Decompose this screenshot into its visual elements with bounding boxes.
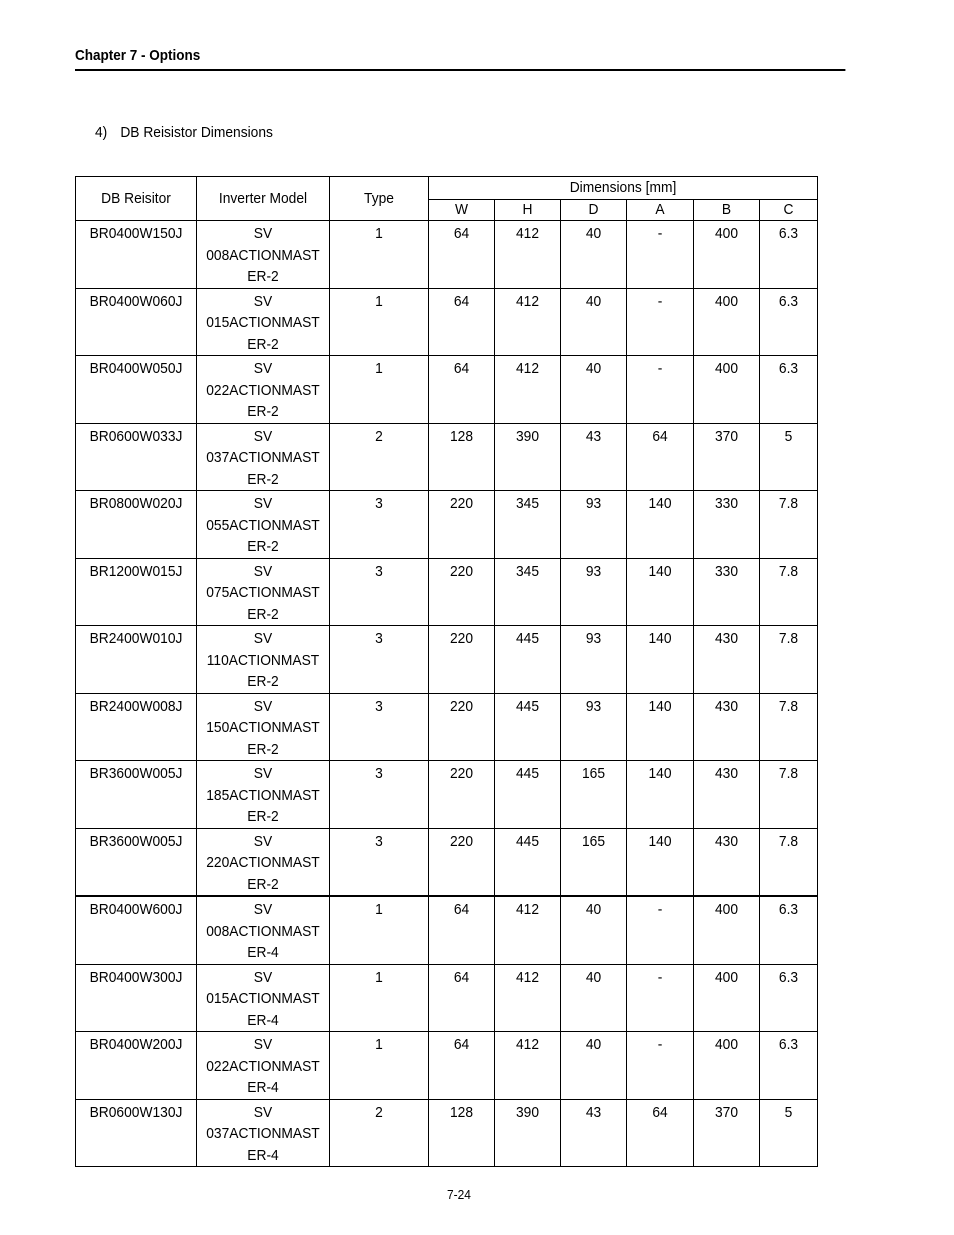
cell-w: 220 [429, 626, 495, 694]
cell-type: 2 [330, 423, 429, 491]
table-row [76, 423, 818, 491]
cell-type: 2 [330, 1099, 429, 1167]
cell-a: 140 [627, 761, 694, 829]
chapter-title: Chapter 7 - Options [75, 47, 201, 64]
cell-b: 430 [694, 693, 760, 761]
cell-inverter-model [197, 221, 330, 289]
cell-inverter-model [197, 964, 330, 1032]
cell-c: 6.3 [760, 221, 818, 289]
model-line: SV [253, 968, 273, 986]
cell-inverter-model [197, 693, 330, 761]
cell-d: 165 [561, 761, 627, 829]
header-dimensions: Dimensions [mm] [429, 177, 818, 200]
cell-b: 400 [694, 964, 760, 1032]
cell-w: 128 [429, 423, 495, 491]
cell-h: 345 [495, 558, 561, 626]
header-inverter-model: Inverter Model [197, 177, 330, 221]
model-line: 075ACTIONMAST [206, 584, 320, 601]
cell-a: 64 [627, 423, 694, 491]
cell-db-resistor: BR0400W060J [76, 288, 197, 356]
cell-h: 412 [495, 221, 561, 289]
model-line: ER-4 [247, 944, 279, 961]
cell-inverter-model [197, 423, 330, 491]
table-row [76, 626, 818, 694]
table-row [76, 558, 818, 626]
cell-a: 140 [627, 693, 694, 761]
cell-d: 40 [561, 964, 627, 1032]
page-number: 7-24 [447, 1187, 471, 1202]
cell-c: 7.8 [760, 761, 818, 829]
model-line: 110ACTIONMAST [206, 651, 320, 669]
model-line: 015ACTIONMAST [206, 990, 320, 1007]
table-row [76, 221, 818, 289]
model-line: 008ACTIONMAST [206, 922, 320, 940]
model-line: ER-2 [247, 605, 279, 623]
cell-w: 64 [429, 964, 495, 1032]
cell-h: 445 [495, 693, 561, 761]
model-line: ER-2 [247, 673, 279, 690]
cell-w: 220 [429, 491, 495, 559]
cell-c: 6.3 [760, 356, 818, 424]
cell-type: 3 [330, 558, 429, 626]
section-heading [95, 124, 273, 141]
cell-inverter-model [197, 288, 330, 356]
cell-type: 3 [330, 693, 429, 761]
section-number: 4) [95, 124, 108, 141]
cell-d: 40 [561, 356, 627, 424]
cell-w: 220 [429, 558, 495, 626]
cell-h: 412 [495, 288, 561, 356]
cell-h: 390 [495, 423, 561, 491]
model-line: ER-2 [247, 538, 279, 555]
model-line: 055ACTIONMAST [206, 516, 320, 534]
cell-h: 412 [495, 1032, 561, 1100]
model-line: ER-2 [247, 740, 279, 758]
cell-inverter-model [197, 1099, 330, 1167]
cell-type: 3 [330, 491, 429, 559]
cell-b: 330 [694, 558, 760, 626]
cell-b: 400 [694, 1032, 760, 1100]
header-h: H [495, 200, 561, 221]
page-header [75, 47, 845, 71]
cell-d: 40 [561, 896, 627, 964]
cell-d: 165 [561, 828, 627, 896]
cell-inverter-model [197, 828, 330, 896]
model-line: 015ACTIONMAST [206, 314, 320, 331]
cell-w: 64 [429, 896, 495, 964]
cell-d: 93 [561, 693, 627, 761]
model-line: ER-2 [247, 470, 279, 488]
cell-h: 412 [495, 896, 561, 964]
cell-h: 445 [495, 626, 561, 694]
model-line: SV [253, 697, 273, 715]
cell-c: 6.3 [760, 896, 818, 964]
section-title: DB Reisistor Dimensions [120, 124, 273, 141]
cell-w: 220 [429, 761, 495, 829]
cell-c: 7.8 [760, 558, 818, 626]
cell-w: 128 [429, 1099, 495, 1167]
table-body [76, 221, 818, 1167]
cell-a: - [627, 896, 694, 964]
header-c: C [760, 200, 818, 221]
cell-c: 7.8 [760, 491, 818, 559]
table-row [76, 1099, 818, 1167]
model-line: 022ACTIONMAST [206, 381, 320, 399]
cell-db-resistor: BR3600W005J [76, 761, 197, 829]
cell-inverter-model [197, 491, 330, 559]
cell-c: 7.8 [760, 626, 818, 694]
cell-db-resistor: BR0600W130J [76, 1099, 197, 1167]
cell-d: 40 [561, 221, 627, 289]
cell-inverter-model [197, 761, 330, 829]
cell-d: 93 [561, 558, 627, 626]
cell-type: 1 [330, 221, 429, 289]
cell-inverter-model [197, 558, 330, 626]
model-line: ER-2 [247, 808, 279, 825]
cell-b: 430 [694, 828, 760, 896]
cell-a: - [627, 288, 694, 356]
model-line: ER-2 [247, 335, 279, 353]
cell-b: 330 [694, 491, 760, 559]
header-d: D [561, 200, 627, 221]
cell-a: 140 [627, 626, 694, 694]
cell-h: 345 [495, 491, 561, 559]
cell-type: 1 [330, 896, 429, 964]
cell-b: 430 [694, 761, 760, 829]
model-line: 037ACTIONMAST [206, 1125, 320, 1142]
cell-h: 445 [495, 828, 561, 896]
cell-type: 1 [330, 356, 429, 424]
cell-inverter-model [197, 626, 330, 694]
cell-w: 220 [429, 693, 495, 761]
model-line: SV [253, 495, 273, 512]
model-line: 022ACTIONMAST [206, 1057, 320, 1075]
model-line: 220ACTIONMAST [206, 854, 320, 871]
cell-d: 43 [561, 423, 627, 491]
cell-inverter-model [197, 896, 330, 964]
cell-type: 3 [330, 761, 429, 829]
model-line: SV [253, 901, 273, 918]
cell-c: 6.3 [760, 1032, 818, 1100]
model-line: SV [253, 427, 273, 445]
model-line: ER-2 [247, 268, 279, 285]
cell-b: 400 [694, 221, 760, 289]
cell-c: 6.3 [760, 964, 818, 1032]
cell-d: 93 [561, 626, 627, 694]
cell-c: 6.3 [760, 288, 818, 356]
model-line: SV [253, 562, 273, 580]
cell-d: 43 [561, 1099, 627, 1167]
cell-c: 7.8 [760, 828, 818, 896]
cell-w: 64 [429, 288, 495, 356]
model-line: 150ACTIONMAST [206, 719, 320, 736]
header-type: Type [330, 177, 429, 221]
cell-d: 40 [561, 1032, 627, 1100]
cell-db-resistor: BR3600W005J [76, 828, 197, 896]
table-row [76, 761, 818, 829]
cell-d: 93 [561, 491, 627, 559]
cell-db-resistor: BR0800W020J [76, 491, 197, 559]
model-line: 008ACTIONMAST [206, 246, 320, 264]
cell-db-resistor: BR0400W200J [76, 1032, 197, 1100]
model-line: ER-2 [247, 875, 279, 893]
cell-b: 370 [694, 423, 760, 491]
cell-a: - [627, 356, 694, 424]
header-a: A [627, 200, 694, 221]
cell-b: 400 [694, 288, 760, 356]
cell-w: 64 [429, 1032, 495, 1100]
cell-b: 370 [694, 1099, 760, 1167]
table-row [76, 896, 818, 964]
cell-a: 140 [627, 491, 694, 559]
cell-h: 390 [495, 1099, 561, 1167]
cell-h: 445 [495, 761, 561, 829]
model-line: SV [253, 765, 273, 782]
model-line: ER-4 [247, 1011, 279, 1029]
table-row [76, 491, 818, 559]
cell-db-resistor: BR0600W033J [76, 423, 197, 491]
header-w: W [429, 200, 495, 221]
cell-inverter-model [197, 1032, 330, 1100]
model-line: ER-2 [247, 403, 279, 420]
cell-a: 64 [627, 1099, 694, 1167]
model-line: 037ACTIONMAST [206, 449, 320, 466]
table-row [76, 288, 818, 356]
cell-db-resistor: BR0400W300J [76, 964, 197, 1032]
model-line: 185ACTIONMAST [206, 786, 320, 804]
model-line: ER-4 [247, 1079, 279, 1096]
cell-b: 400 [694, 896, 760, 964]
cell-type: 1 [330, 1032, 429, 1100]
cell-type: 1 [330, 288, 429, 356]
cell-a: - [627, 221, 694, 289]
model-line: SV [253, 832, 273, 850]
cell-db-resistor: BR1200W015J [76, 558, 197, 626]
cell-a: 140 [627, 558, 694, 626]
cell-a: - [627, 1032, 694, 1100]
cell-a: - [627, 964, 694, 1032]
model-line: SV [253, 630, 273, 647]
cell-type: 1 [330, 964, 429, 1032]
cell-w: 64 [429, 356, 495, 424]
cell-db-resistor: BR0400W600J [76, 896, 197, 964]
table-row [76, 828, 818, 896]
model-line: SV [253, 360, 273, 377]
header-b: B [694, 200, 760, 221]
cell-db-resistor: BR2400W008J [76, 693, 197, 761]
cell-db-resistor: BR2400W010J [76, 626, 197, 694]
cell-w: 64 [429, 221, 495, 289]
cell-db-resistor: BR0400W150J [76, 221, 197, 289]
table-row [76, 356, 818, 424]
cell-d: 40 [561, 288, 627, 356]
model-line: ER-4 [247, 1146, 279, 1164]
cell-c: 7.8 [760, 693, 818, 761]
cell-w: 220 [429, 828, 495, 896]
model-line: SV [253, 225, 273, 242]
cell-h: 412 [495, 964, 561, 1032]
model-line: SV [253, 1103, 273, 1121]
cell-a: 140 [627, 828, 694, 896]
table-row [76, 1032, 818, 1100]
cell-h: 412 [495, 356, 561, 424]
table-row [76, 964, 818, 1032]
db-resistor-dimensions-table [75, 176, 818, 1167]
header-db-resistor: DB Reisitor [76, 177, 197, 221]
cell-b: 400 [694, 356, 760, 424]
cell-type: 3 [330, 828, 429, 896]
table-row [76, 693, 818, 761]
cell-c: 5 [760, 1099, 818, 1167]
cell-db-resistor: BR0400W050J [76, 356, 197, 424]
cell-b: 430 [694, 626, 760, 694]
cell-c: 5 [760, 423, 818, 491]
cell-type: 3 [330, 626, 429, 694]
model-line: SV [253, 292, 273, 310]
model-line: SV [253, 1036, 273, 1053]
cell-inverter-model [197, 356, 330, 424]
